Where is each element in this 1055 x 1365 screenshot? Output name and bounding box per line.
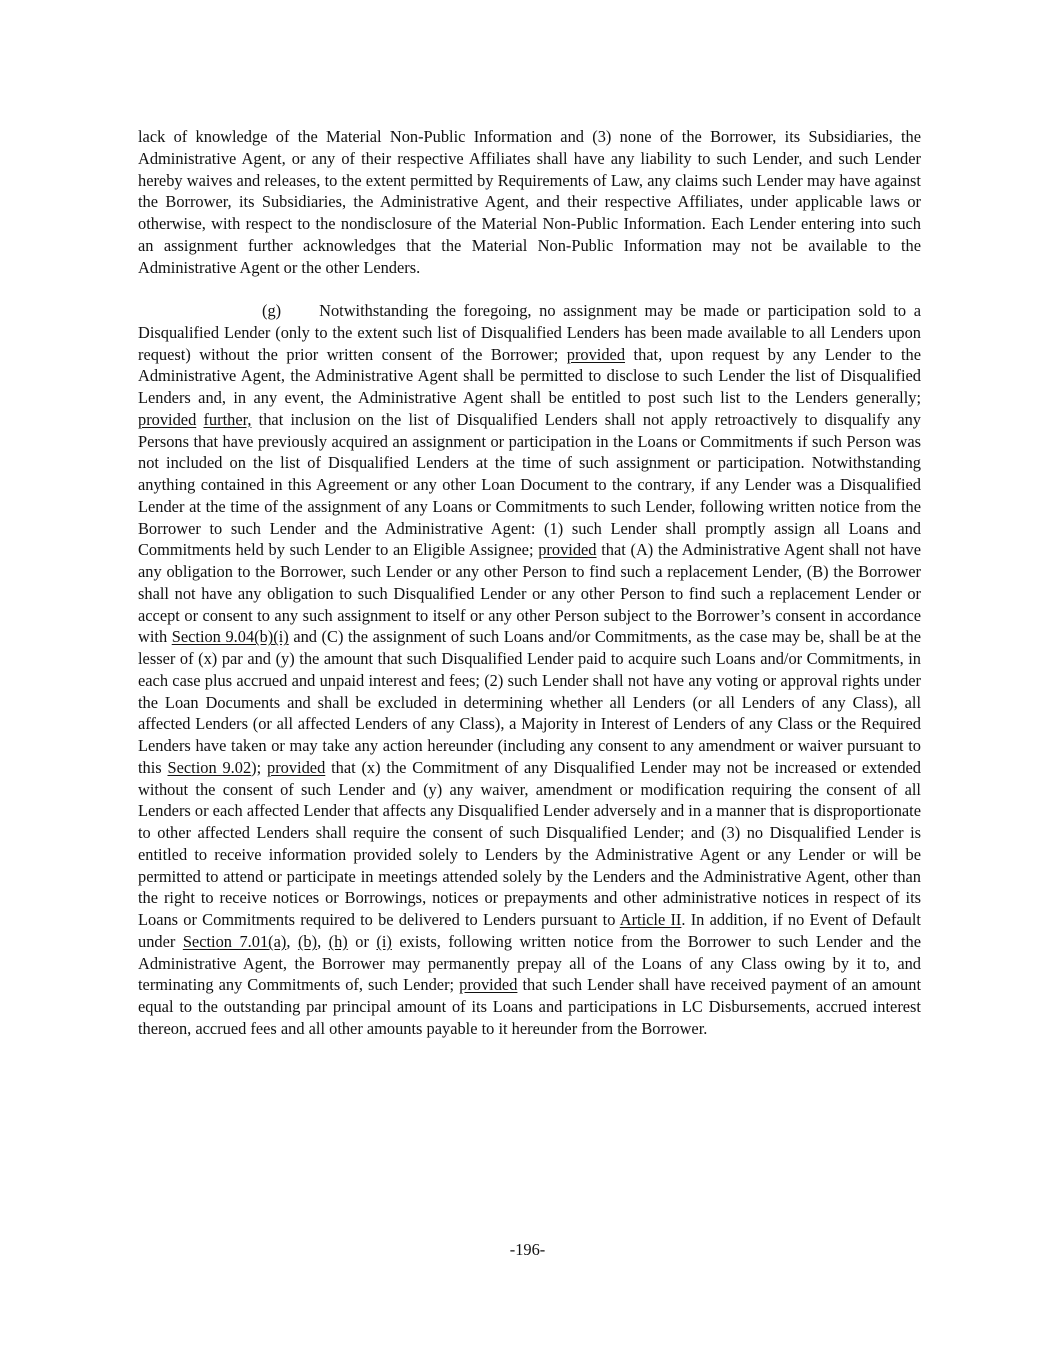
paragraph-g-text: Notwithstanding the foregoing, no assignment may be made or participation sold to a Disqualified Lender (only to the extent such list of Disqualified Lenders has been made available to all Lenders upon request) without the prior written consent of the Borrower; bbox=[138, 301, 921, 364]
section-reference-9-04-b-i: Section 9.04(b)(i) bbox=[171, 627, 289, 647]
paragraph-g-text: , bbox=[317, 931, 329, 951]
paragraph-g-text: , bbox=[286, 931, 298, 951]
paragraph-continuation bbox=[138, 126, 921, 278]
paragraph-g-text: ); bbox=[251, 757, 267, 777]
paragraph-g-text: that such Lender shall have received payment of an amount equal to the outstanding par principal amount of its Loans and participations in LC Disbursements, accrued interest thereon, accrued fees and all other amounts payable to it hereunder from the Borrower. bbox=[138, 975, 921, 1038]
underlined-term-provided: provided bbox=[459, 975, 518, 995]
paragraph-g bbox=[138, 300, 921, 1040]
underlined-term-provided: provided bbox=[267, 757, 326, 777]
paragraph-g-text: exists, following written notice from the Borrower to such Lender and the Administrative Agent, the Borrower may permanently prepay all of the Loans of any Class owing by it to, and terminating any Commitments of, such Lender; bbox=[138, 931, 921, 995]
clause-reference-b: (b) bbox=[297, 931, 318, 951]
paragraph-g-text: that (A) the Administrative Agent shall not have any obligation to the Borrower, such Lender or any other Person to find such a replacement Lender, (B) the Borrower shall not have any obligation to such Disqualified Lender or any other Person to find such a replacement Lender or accept or consent to any such assignment to itself or any other Person subject to the Borrower’s consent in accordance with bbox=[138, 540, 921, 647]
clause-reference-i: (i) bbox=[376, 931, 392, 951]
paragraph-g-text: that (x) the Commitment of any Disqualified Lender may not be increased or extended without the consent of such Lender and (y) any waiver, amendment or modification requiring the consent of all Lenders or each affected Lender that affects any Disqualified Lender adversely and in a manner that is disproportionate to other affected Lenders shall require the consent of such Disqualified Lender; and (3) no Disqualified Lender is entitled to receive information provided solely to Lenders by the Administrative Agent or any Lender or will be permitted to attend or participate in meetings attended solely by the Lenders and the Administrative Agent, other than the right to receive notices or Borrowings, notices or prepayments and other administrative notices in respect of its Loans or Commitments required to be delivered to Lenders pursuant to bbox=[138, 757, 921, 929]
paragraph-continuation-text: lack of knowledge of the Material Non-Public Information and (3) none of the Borrower, its Subsidiaries, the Administrative Agent, or any of their respective Affiliates shall have any liability to such Lender, and such Lender hereby waives and releases, to the extent permitted by Requirements of Law, any claims such Lender may have against the Borrower, its Subsidiaries, the Administrative Agent, and their respective Affiliates, under applicable laws or otherwise, with respect to the nondisclosure of the Material Non-Public Information. Each Lender entering into such an assignment further acknowledges that the Material Non-Public Information may not be available to the Administrative Agent or the other Lenders. bbox=[138, 127, 921, 277]
paragraph-g-text: that inclusion on the list of Disqualified Lenders shall not apply retroactively to disqualify any Persons that have previously acquired an assignment or participation in the Loans or Commitments if such Person was not included on the list of Disqualified Lenders at the time of such assignment or participation. Notwithstanding anything contained in this Agreement or any other Loan Document to the contrary, if any Lender was a Disqualified Lender at the time of the assignment of any Loans or Commitments to such Lender, following written notice from the Borrower to such Lender and the Administrative Agent: (1) such Lender shall promptly assign all Loans and Commitments held by such Lender to an Eligible Assignee; bbox=[138, 409, 921, 560]
document-body bbox=[138, 126, 921, 1040]
clause-reference-h: (h) bbox=[328, 931, 348, 951]
section-reference-7-01-a: Section 7.01(a) bbox=[182, 931, 287, 951]
paragraph-g-text: and (C) the assignment of such Loans and/or Commitments, as the case may be, shall be at the lesser of (x) par and (y) the amount that such Disqualified Lender paid to acquire such Loans and/or Commitments, in each case plus accrued and unpaid interest and fees; (2) such Lender shall not have any voting or approval rights under the Loan Documents and shall be excluded in determining whether all Lenders (or all Lenders of any Class), all affected Lenders (or all affected Lenders of any Class), a Majority in Interest of Lenders of any Class or the Required Lenders have taken or may take any action hereunder (including any consent to any amendment or waiver pursuant to this bbox=[138, 627, 921, 777]
paragraph-g-text: or bbox=[347, 931, 377, 951]
paragraph-g-label: (g) bbox=[262, 301, 282, 320]
underlined-term-further: further, bbox=[203, 409, 252, 429]
page-number: -196- bbox=[509, 1240, 546, 1259]
article-reference-ii: Article II bbox=[619, 910, 682, 929]
underlined-term-provided: provided bbox=[138, 409, 197, 429]
paragraph-g-text: . In addition, if no Event of Default under bbox=[138, 910, 921, 951]
underlined-term-provided: provided bbox=[538, 540, 597, 560]
underlined-term-provided: provided bbox=[566, 344, 626, 364]
section-reference-9-02: Section 9.02 bbox=[167, 757, 252, 777]
paragraph-g-text: that, upon request by any Lender to the Administrative Agent, the Administrative Agent shall be permitted to disclose to such Lender the list of Disqualified Lenders and, in any event, the Administrative Agent shall be entitled to post such list to the Lenders generally; bbox=[138, 344, 921, 407]
